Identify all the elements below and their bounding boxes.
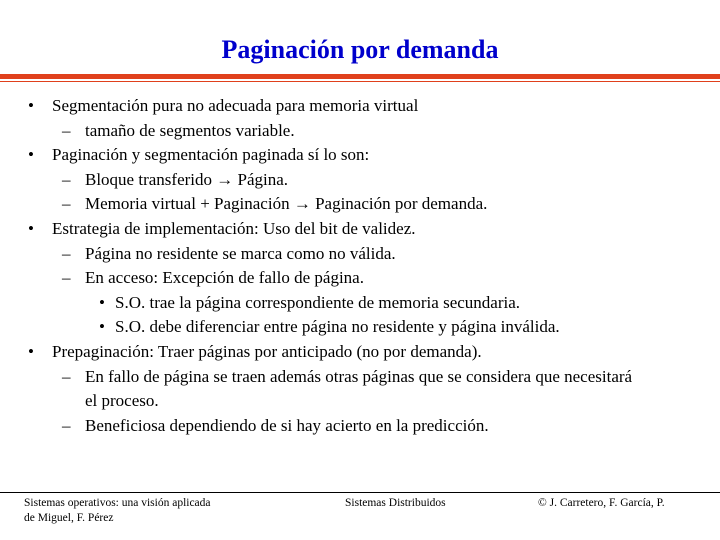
footer-course-name: Sistemas Distribuidos [345, 497, 446, 509]
bullet-marker: • [99, 317, 105, 337]
sub-sub-bullet-item [0, 291, 720, 316]
sub-bullet-text: tamaño de segmentos variable. [85, 120, 295, 140]
dash-marker: – [62, 243, 71, 263]
bullet-item [0, 340, 720, 365]
sub-bullet-item [0, 414, 720, 439]
bullet-text: Paginación y segmentación paginada sí lo son: [52, 145, 370, 165]
bullet-marker: • [28, 218, 34, 238]
sub-bullet-item [0, 168, 720, 193]
title-divider-thin [0, 81, 720, 82]
sub-bullet-item [0, 192, 720, 217]
dash-marker: – [62, 366, 71, 386]
bullet-text: Segmentación pura no adecuada para memoria virtual [52, 96, 419, 115]
sub-bullet-item [0, 242, 720, 267]
bullet-text: Estrategia de implementación: Uso del bit de validez. [52, 218, 416, 238]
bullet-marker: • [28, 341, 34, 361]
dash-marker: – [62, 415, 71, 435]
bullet-text: Prepaginación: Traer páginas por anticipado (no por demanda). [52, 341, 482, 361]
bullet-item [0, 143, 720, 168]
dash-marker: – [62, 169, 71, 189]
sub-sub-bullet-text: S.O. debe diferenciar entre página no residente y página inválida. [115, 317, 560, 337]
dash-marker: – [62, 194, 71, 214]
sub-bullet-text: Memoria virtual + Paginación → Paginación por demanda. [85, 194, 488, 214]
bullet-marker: • [28, 145, 34, 165]
footer-book-credit [24, 496, 211, 526]
sub-sub-bullet-item [0, 315, 720, 340]
footer-divider [0, 492, 720, 493]
footer-book-title: Sistemas operativos: una visión aplicada [24, 497, 211, 509]
sub-bullet-item [0, 266, 720, 291]
sub-bullet-text: En fallo de página se traen además otras páginas que se considera que necesitará el proceso. [85, 366, 633, 411]
sub-sub-bullet-text: S.O. trae la página correspondiente de memoria secundaria. [115, 292, 521, 312]
dash-marker: – [62, 268, 71, 288]
bullet-item [0, 217, 720, 242]
sub-bullet-text: Página no residente se marca como no válida. [85, 243, 396, 263]
footer-copyright: © J. Carretero, F. García, P. [538, 497, 665, 509]
slide-title: Paginación por demanda [221, 35, 499, 64]
sub-bullet-item [0, 119, 720, 144]
sub-bullet-text: Bloque transferido → Página. [85, 169, 289, 189]
sub-bullet-text: En acceso: Excepción de fallo de página. [85, 268, 364, 288]
title-divider-thick [0, 74, 720, 79]
bullet-item [0, 94, 720, 119]
sub-bullet-item [0, 365, 720, 414]
footer-book-authors: de Miguel, F. Pérez [24, 512, 114, 524]
dash-marker: – [62, 120, 71, 140]
bullet-list [0, 94, 720, 438]
sub-bullet-text: Beneficiosa dependiendo de si hay acierto en la predicción. [85, 415, 489, 435]
bullet-marker: • [99, 292, 105, 312]
bullet-marker: • [28, 96, 34, 115]
